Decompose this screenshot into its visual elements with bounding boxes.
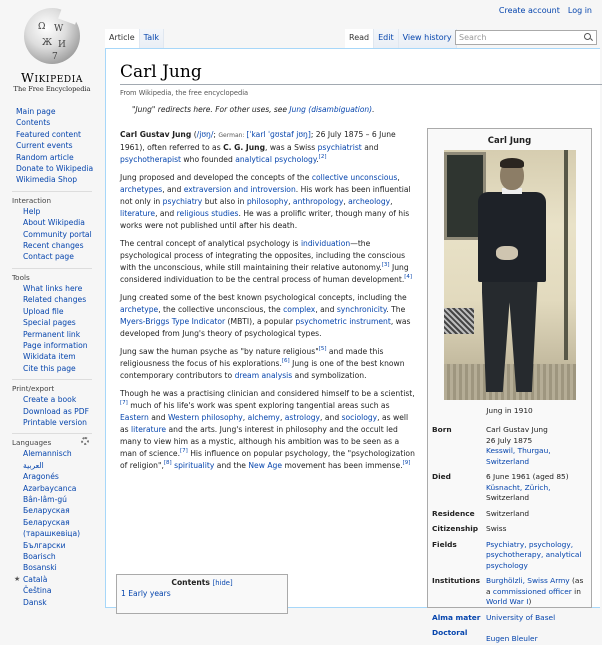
link-archetypes[interactable]: archetypes [120, 185, 163, 194]
link-eastern[interactable]: Eastern [120, 413, 149, 422]
alma-mater-label-link[interactable]: Alma mater [432, 612, 481, 622]
sidebar-item-cite-this-page[interactable]: Cite this page [23, 363, 76, 373]
languages-portal [12, 433, 92, 608]
lang-item[interactable]: Azərbaycanca [23, 483, 77, 493]
sidebar-item-about[interactable]: About Wikipedia [23, 218, 85, 228]
toc-item[interactable]: 1 Early years [121, 589, 171, 598]
namespace-tabs [105, 29, 164, 49]
lang-item[interactable]: Dansk [23, 597, 47, 607]
link-religious-studies[interactable]: religious studies [176, 209, 239, 218]
sidebar-item-contact-page[interactable]: Contact page [23, 252, 74, 262]
link-astrology[interactable]: astrology [284, 413, 321, 422]
infobox-row-died: Died 6 June 1961 (aged 85) Küsnacht, Zürich, Switzerland [432, 472, 587, 504]
link-collective-unconscious[interactable]: collective unconscious [311, 173, 398, 182]
link-extraversion-introversion[interactable]: extraversion and introversion [183, 185, 296, 194]
sidebar-item-printable-version[interactable]: Printable version [23, 417, 87, 427]
sidebar-item-wikidata-item[interactable]: Wikidata item [23, 352, 76, 362]
link-psychiatry[interactable]: psychiatry [162, 197, 203, 206]
ref-3[interactable]: [3] [381, 262, 390, 268]
lang-item[interactable]: Čeština [23, 586, 52, 596]
link-literature-2[interactable]: literature [131, 425, 167, 434]
link-dream-analysis[interactable]: dream analysis [234, 371, 293, 380]
infobox-row-citizenship: Citizenship Swiss [432, 524, 507, 533]
link-eugen-bleuler[interactable]: Eugen Bleuler [486, 634, 538, 643]
link-western-philosophy[interactable]: Western philosophy [167, 413, 243, 422]
link-spirituality[interactable]: spirituality [174, 461, 215, 470]
link-complex[interactable]: complex [283, 305, 316, 314]
link-mbti[interactable]: Myers-Briggs Type Indicator [120, 317, 226, 326]
toc-hide-toggle[interactable]: [hide] [212, 579, 233, 587]
sidebar [0, 106, 104, 608]
portal-heading: Tools [12, 272, 30, 282]
tab-talk[interactable]: Talk [140, 29, 164, 49]
lang-item[interactable]: Català [23, 574, 48, 584]
hatnote-end: . [372, 105, 375, 114]
link-psychotherapist[interactable]: psychotherapist [120, 155, 182, 164]
sidebar-item-create-book[interactable]: Create a book [23, 395, 77, 405]
search-input[interactable] [455, 30, 597, 45]
sidebar-item-recent-changes[interactable]: Recent changes [23, 241, 84, 251]
infobox-title: Carl Jung [487, 136, 532, 146]
page-title: Carl Jung [120, 62, 602, 85]
ref-2[interactable]: [2] [318, 154, 327, 160]
link-kusnacht[interactable]: Küsnacht, Zürich, [486, 482, 551, 492]
doctoral-label-link[interactable]: Doctoral [432, 628, 468, 637]
search-placeholder: Search [459, 33, 487, 42]
portal-heading: Languages [12, 438, 52, 448]
tools-portal [12, 268, 92, 374]
infobox-row-born: Born Carl Gustav Jung 26 July 1875 Kesswil, Thurgau, Switzerland [432, 425, 587, 467]
wikipedia-logo[interactable] [10, 8, 94, 94]
bold-name: Carl Gustav Jung [120, 130, 192, 139]
infobox-row-residence: Residence Switzerland [432, 508, 530, 518]
paragraph-5: Jung saw the human psyche as "by nature religious"[5] and made this religiousness the focus of his explorations.[6] Jung is one of the best known contemporary contributors to dream analysis and symbolization. [120, 346, 405, 380]
lang-item[interactable]: Bosanski [23, 563, 57, 573]
link-kesswil[interactable]: Kesswil, Thurgau, [486, 446, 551, 455]
link-fields[interactable]: Psychiatry, psychology, psychotherapy, analytical psychology [486, 539, 582, 570]
lang-item[interactable]: Беларуская [23, 506, 70, 516]
paragraph-6: Though he was a practising clinician and considered himself to be a scientist,[7] much of his life's work was spent exploring tangential areas such as Eastern and Western philosophy, alchemy, astrology, and sociology, as well as literature and the arts. Jung's interest in philosophy and the occult led many to view him as a mystic, although his ambition was to be seen as a man of science.[7] His influence on popular psychology, the "psychologization of religion",[8] spirituality and the New Age movement has been immense.[9] [120, 389, 415, 470]
sidebar-item-upload-file[interactable]: Upload file [23, 306, 64, 316]
print-export-portal [12, 379, 92, 428]
sidebar-item-help[interactable]: Help [23, 206, 41, 216]
tab-view-history[interactable]: View history [399, 29, 457, 49]
gear-icon[interactable] [81, 437, 89, 445]
sidebar-item-donate[interactable]: Donate to Wikipedia [16, 164, 94, 174]
puzzle-globe-icon: Ω W Ж И 7 [24, 8, 80, 64]
ref-4[interactable]: [4] [404, 274, 413, 280]
link-world-war-1[interactable]: World War I [486, 597, 529, 606]
link-sociology[interactable]: sociology [341, 413, 378, 422]
link-university-of-basel[interactable]: University of Basel [486, 612, 556, 622]
link-individuation[interactable]: individuation [300, 239, 351, 248]
link-synchronicity[interactable]: synchronicity [336, 305, 387, 314]
infobox [427, 128, 592, 643]
sidebar-item-what-links-here[interactable]: What links here [23, 283, 83, 293]
image-caption: Jung in 1910 [486, 406, 533, 415]
ref-5[interactable]: [5] [318, 346, 327, 352]
infobox-row-institutions: Institutions Burghölzli, Swiss Army (as a commissioned officer in World War I) [432, 576, 584, 606]
link-archeology[interactable]: archeology [348, 197, 391, 206]
tagline: The Free Encyclopedia [13, 85, 91, 93]
ref-8[interactable]: [8] [163, 460, 172, 466]
sidebar-item-permanent-link[interactable]: Permanent link [23, 329, 81, 339]
log-in-link[interactable]: Log in [567, 6, 592, 15]
paragraph-2: Jung proposed and developed the concepts of the collective unconscious, archetypes, and extraversion and introversion. His work has been influential not only in psychiatry but also in philosophy, anthropology, archeology, literature, and religious studies. He was a prolific writer, though many of his works were not published until after his death. [120, 173, 411, 230]
sidebar-item-contents[interactable]: Contents [16, 118, 51, 128]
hatnote-text: "Jung" redirects here. For other uses, see [132, 105, 290, 114]
ref-7b[interactable]: [7] [180, 448, 188, 454]
ref-9[interactable]: [9] [402, 460, 411, 466]
link-new-age[interactable]: New Age [248, 461, 283, 470]
sidebar-item-current-events[interactable]: Current events [16, 141, 73, 151]
tab-edit[interactable]: Edit [374, 29, 399, 49]
wordmark: Wikipedia [21, 70, 83, 85]
personal-tools [499, 6, 592, 15]
sidebar-item-wikimedia-shop[interactable]: Wikimedia Shop [16, 175, 78, 185]
sidebar-item-featured-content[interactable]: Featured content [16, 129, 82, 139]
link-anthropology[interactable]: anthropology [292, 197, 344, 206]
infobox-row-alma-mater [432, 613, 587, 624]
ref-7[interactable]: [7] [120, 400, 128, 406]
sidebar-item-community-portal[interactable]: Community portal [23, 229, 92, 239]
link-psychometric-instrument[interactable]: psychometric instrument [295, 317, 391, 326]
lang-item[interactable]: Bân-lâm-gú [23, 494, 67, 504]
tab-article[interactable]: Article [105, 29, 140, 49]
link-archetype[interactable]: archetype [120, 305, 159, 314]
article-body [120, 129, 418, 478]
table-of-contents [116, 574, 288, 614]
link-philosophy[interactable]: philosophy [246, 197, 289, 206]
link-psychiatrist[interactable]: psychiatrist [317, 143, 362, 152]
lang-item[interactable]: Български [23, 540, 66, 550]
ipa-english-link[interactable]: /jʊŋ/ [196, 130, 214, 139]
view-tabs [345, 29, 457, 49]
link-alchemy[interactable]: alchemy [247, 413, 280, 422]
lang-item[interactable]: العربية [23, 460, 44, 470]
sidebar-item-main-page[interactable]: Main page [16, 107, 56, 116]
link-switzerland[interactable]: Switzerland [486, 456, 530, 466]
ipa-german-link[interactable]: [ˈkarl ˈɡʊstaf jʊŋ] [246, 130, 311, 139]
hatnote [132, 105, 586, 114]
interaction-portal [12, 191, 92, 263]
ipa-label: German: [218, 132, 247, 139]
tab-read[interactable]: Read [345, 29, 374, 49]
disambiguation-link[interactable]: Jung (disambiguation) [289, 105, 373, 114]
lang-item[interactable]: Aragonés [23, 472, 59, 482]
paragraph-4: Jung created some of the best known psychological concepts, including the archetype, the collective unconscious, the complex, and synchronicity. The Myers-Briggs Type Indicator (MBTI), a popular psychometric instrument, was developed from Jung's theory of psychological types. [120, 293, 411, 338]
site-subtitle: From Wikipedia, the free encyclopedia [120, 89, 249, 97]
sidebar-item-page-information[interactable]: Page information [23, 340, 88, 350]
paragraph-3: The central concept of analytical psychology is individuation—the psychological process of integrating the opposites, including the conscious with the unconscious, while still maintaining their relative autonomy.[3] Jung considered individuation to be the central process of human development.[4] [120, 239, 413, 284]
infobox-row-doctoral [432, 628, 587, 645]
ref-6[interactable]: [6] [281, 358, 290, 364]
create-account-link[interactable]: Create account [498, 6, 560, 15]
link-burgholzli[interactable]: Burghölzli, Swiss Army [486, 576, 570, 585]
lang-item[interactable]: Беларуская (тарашкевіца) [23, 517, 81, 539]
sidebar-item-special-pages[interactable]: Special pages [23, 318, 76, 328]
link-literature[interactable]: literature [120, 209, 156, 218]
portal-heading: Interaction [12, 195, 51, 205]
lang-item[interactable]: Boarisch [23, 552, 56, 561]
lang-item[interactable]: Alemannisch [23, 449, 72, 459]
navigation-portal [0, 106, 104, 186]
sidebar-item-download-pdf[interactable]: Download as PDF [23, 406, 89, 416]
toc-title: Contents [hide] [171, 578, 233, 587]
bold-cg-jung: C. G. Jung [223, 143, 265, 152]
link-commissioned-officer[interactable]: commissioned officer [492, 586, 572, 596]
portal-heading: Print/export [12, 384, 55, 394]
paragraph-1: Carl Gustav Jung (/jʊŋ/; German: [ˈkarl ˈɡʊstaf jʊŋ]; 26 July 1875 – 6 June 1961), often referred to as C. G. Jung, was a Swiss psychiatrist and psychotherapist who founded analytical psychology.[2] [120, 130, 396, 164]
portrait-image[interactable] [444, 150, 576, 400]
link-analytical-psychology[interactable]: analytical psychology [235, 155, 317, 164]
sidebar-item-related-changes[interactable]: Related changes [23, 295, 87, 305]
featured-star-icon: ★ [14, 574, 21, 583]
search-icon[interactable] [584, 33, 593, 42]
sidebar-item-random-article[interactable]: Random article [16, 152, 74, 162]
infobox-row-fields: Fields Psychiatry, psychology, psychotherapy, analytical psychology [432, 540, 587, 572]
